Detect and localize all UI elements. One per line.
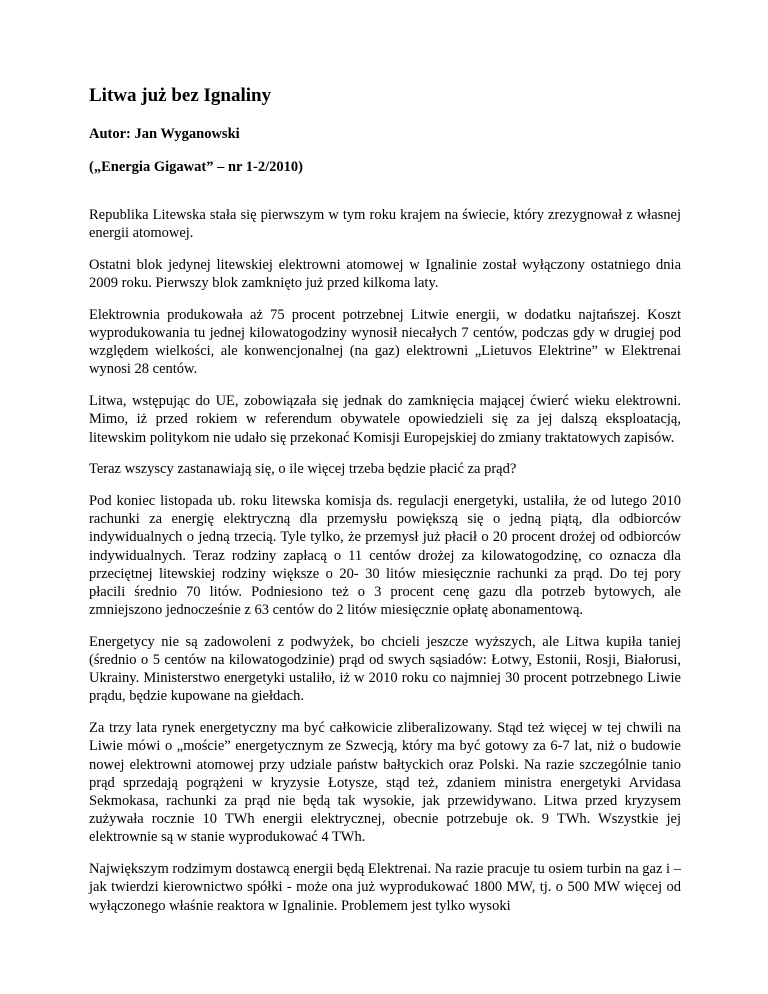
paragraph: Elektrownia produkowała aż 75 procent potrzebnej Litwie energii, w dodatku najtańszej. Koszt wyprodukowania tu jednej kilowatogodziny wynosił niecałych 7 centów, podczas gdy w drugiej pod względem wielkości, ale konwencjonalnej (na gaz) elektrowni „Lietuvos Elektrine” w Elektrenai wynosi 28 centów. [89,306,681,378]
source-line: („Energia Gigawat” – nr 1-2/2010) [89,159,303,175]
paragraph: Republika Litewska stała się pierwszym w tym roku krajem na świecie, który zrezygnował z własnej energii atomowej. [89,207,681,242]
paragraph: Za trzy lata rynek energetyczny ma być całkowicie zliberalizowany. Stąd też więcej w tej chwili na Liwie mówi o „moście” energetycznym ze Szwecją, który ma być gotowy za 6-7 lat, niż o budowie nowej elektrowni atomowej przy udziale państw bałtyckich oraz Polski. Na razie szczególnie tanio prąd sprzedają pogrążeni w kryzysie Łotysze, stąd też, zdaniem ministra energetyki Arvidasa Sekmokasa, rachunki za prąd nie będą tak wysokie, jak przewidywano. Litwa przed kryzysem zużywała rocznie 10 TWh energii elektrycznej, obecnie potrzebuje ok. 9 TWh. Wszystkie jej elektrownie są w stanie wyprodukować 4 TWh. [89,720,681,846]
document-page [89,84,681,928]
paragraph: Teraz wszyscy zastanawiają się, o ile więcej trzeba będzie płacić za prąd? [89,461,517,478]
paragraph: Pod koniec listopada ub. roku litewska komisja ds. regulacji energetyki, ustaliła, że od lutego 2010 rachunki za energię elektryczną dla przemysłu powiększą się o jedną piątą, dla odbiorców indywidualnych o jedną trzecią. Tyle tylko, że przemysł już płacił o 20 procent drożej od odbiorców indywidualnych. Teraz rodziny zapłacą o 11 centów drożej za kilowatogodzinę, co oznacza dla przeciętnej litewskiej rodziny większe o 20- 30 litów miesięcznie rachunki za prąd. Do tej pory płacili średnio 70 litów. Podniesiono też o 3 procent cenę gazu dla potrzeb bytowych, ale zmniejszono jednocześnie z 63 centów do 2 litów miesięcznie opłatę abonamentową. [89,492,681,619]
paragraph: Litwa, wstępując do UE, zobowiązała się jednak do zamknięcia mającej ćwierć wieku elektrowni. Mimo, iż przed rokiem w referendum obywatele opowiedzieli się za jej dalszą eksploatacją, litewskim politykom nie udało się przekonać Komisji Europejskiej do zmiany traktatowych zapisów. [89,393,681,446]
paragraph: Ostatni blok jedynej litewskiej elektrowni atomowej w Ignalinie został wyłączony ostatniego dnia 2009 roku. Pierwszy blok zamknięto już przed kilkoma laty. [89,256,681,292]
author-line: Autor: Jan Wyganowski [89,126,240,142]
paragraph: Energetycy nie są zadowoleni z podwyżek, bo chcieli jeszcze wyższych, ale Litwa kupiła taniej (średnio o 5 centów na kilowatogodzinie) prąd od swych sąsiadów: Łotwy, Estonii, Rosji, Białorusi, Ukrainy. Ministerstwo energetyki ustaliło, iż w 2010 roku co najmniej 30 procent potrzebnego Liwie prądu, będzie kupowane na giełdach. [89,633,681,705]
paragraph: Największym rodzimym dostawcą energii będą Elektrenai. Na razie pracuje tu osiem turbin na gaz i – jak twierdzi kierownictwo spółki - może ona już wyprodukować 1800 MW, tj. o 500 MW więcej od wyłączonego właśnie reaktora w Ignalinie. Problemem jest tylko wysoki [89,861,681,914]
document-title: Litwa już bez Ignaliny [89,85,272,106]
